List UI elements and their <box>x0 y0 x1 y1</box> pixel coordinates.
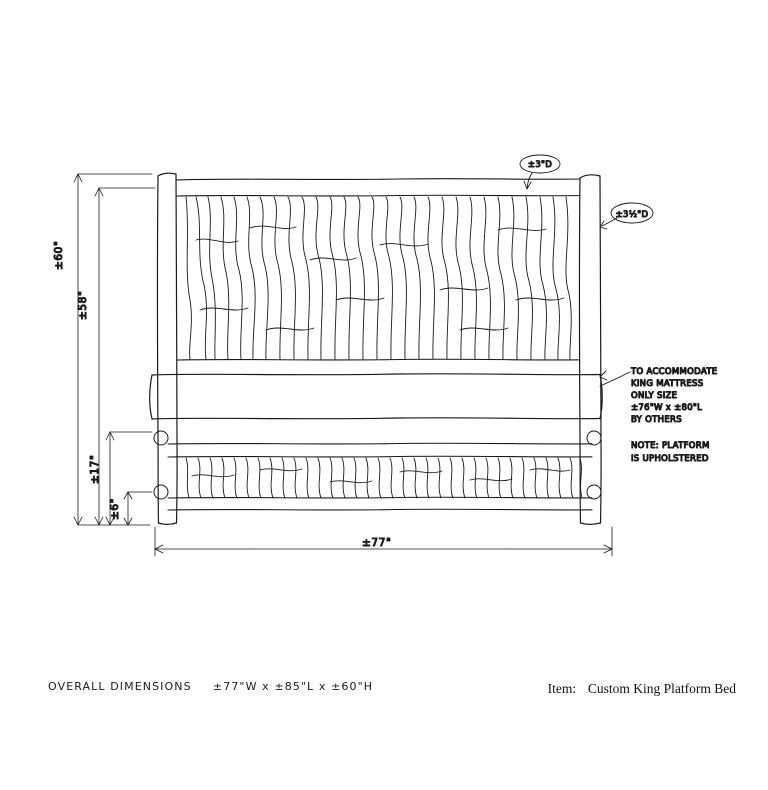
dim-overall-width-label: ±77" <box>362 537 392 549</box>
footboard-top-rail <box>168 443 592 457</box>
item-row <box>548 681 736 697</box>
dimension-headboard-height <box>95 188 155 525</box>
mattress-note-line-4: BY OTHERS <box>631 415 682 425</box>
left-post <box>157 173 177 524</box>
dimension-ground-clearance <box>124 492 152 525</box>
mattress-note-leader <box>600 371 630 386</box>
joinery-pegs <box>154 431 601 499</box>
platform-note-line-0: NOTE: PLATFORM <box>631 441 710 451</box>
item-value: Custom King Platform Bed <box>587 681 736 696</box>
right-post <box>579 175 601 524</box>
callout-post-diameter-right-label: ±3½"D <box>615 210 649 220</box>
mattress-note <box>630 367 717 425</box>
dimension-overall-height <box>74 174 152 525</box>
callout-post-diameter-top-label: ±3"D <box>527 160 553 170</box>
dim-headboard-height-label: ±58" <box>77 290 89 320</box>
footboard-twig-infill <box>186 458 582 498</box>
footboard-bottom-rail <box>168 497 592 510</box>
upholstered-platform <box>150 374 603 419</box>
platform-note <box>631 441 710 464</box>
headboard-bottom-rail <box>177 359 580 360</box>
mattress-note-line-1: KING MATTRESS <box>631 379 704 389</box>
platform-note-line-1: IS UPHOLSTERED <box>631 454 709 464</box>
item-label: Item: <box>547 681 577 696</box>
dim-ground-clearance-label: ±6" <box>109 497 121 520</box>
overall-dimensions-value: ±77"W x ±85"L x ±60"H <box>212 680 374 693</box>
mattress-note-line-0: TO ACCOMMODATE <box>631 367 718 377</box>
headboard-twig-infill <box>186 197 571 359</box>
dim-overall-height-label: ±60" <box>53 240 65 270</box>
dim-footboard-height-label: ±17" <box>89 454 101 484</box>
drawing-footer <box>0 680 768 710</box>
headboard-top-rail <box>176 179 580 196</box>
mattress-note-line-3: ±76"W x ±80"L <box>631 403 703 413</box>
overall-dimensions-row <box>48 680 373 693</box>
mattress-note-line-2: ONLY SIZE <box>631 391 678 401</box>
overall-dimensions-label: OVERALL DIMENSIONS <box>48 680 192 693</box>
